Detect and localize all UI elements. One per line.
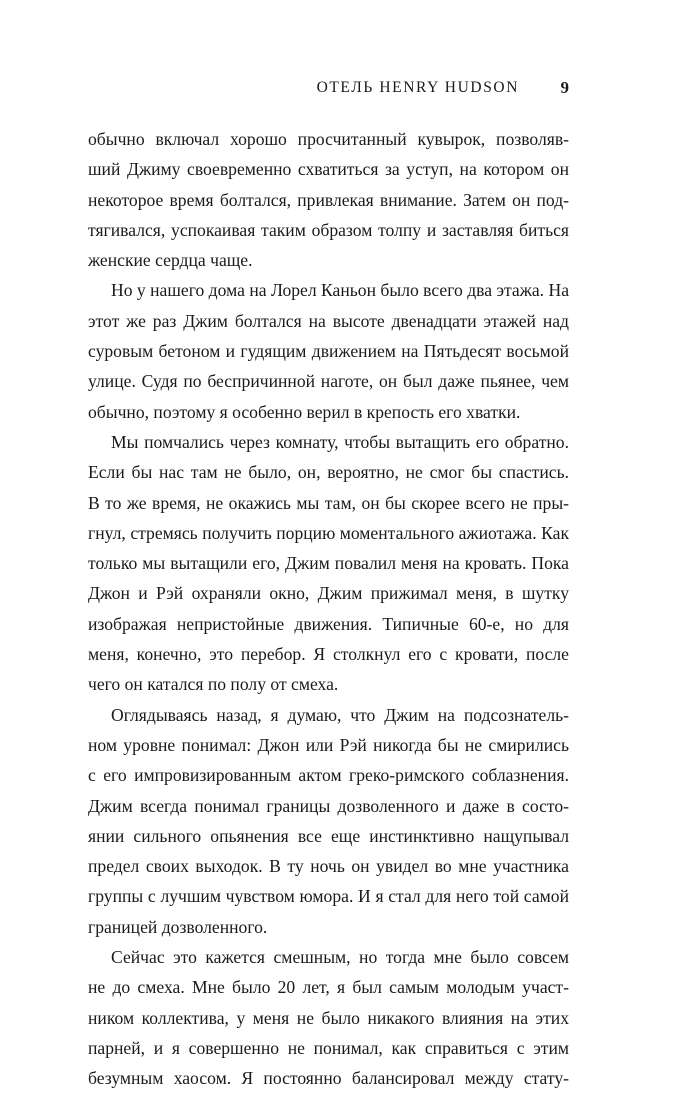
- body-text: [88, 124, 569, 1094]
- text-line: Но у нашего дома на Лорел Каньон было всего два этажа. На: [111, 280, 569, 301]
- text-line: янии сильного опьянения все еще инстинктивно нащупывал: [88, 825, 569, 846]
- text-line: парней, и я совершенно не понимал, как справиться с этим: [88, 1037, 569, 1058]
- text-line: этот же раз Джим болтался на высоте двенадцати этажей над: [88, 310, 569, 331]
- text-line: изображая непристойные движения. Типичные 60-е, но для: [88, 613, 569, 634]
- text-line: границей дозволенного.: [88, 916, 268, 937]
- text-line: некоторое время болтался, привлекая внимание. Затем он под-: [88, 189, 569, 210]
- running-title: ОТЕЛЬ HENRY HUDSON: [316, 79, 519, 96]
- text-line: обычно включал хорошо просчитанный кувырок, позволяв-: [88, 129, 569, 149]
- text-line: В то же время, не окажись мы там, он бы скорее всего не пры-: [88, 492, 569, 513]
- text-line: улице. Судя по беспричинной наготе, он был даже пьянее, чем: [88, 371, 569, 392]
- text-line: обычно, поэтому я особенно верил в крепость его хватки.: [88, 401, 521, 422]
- paragraph: [88, 700, 569, 942]
- text-line: группы с лучшим чувством юмора. И я стал для него той самой: [88, 886, 569, 907]
- paragraph: [88, 275, 569, 426]
- text-line: только мы вытащили его, Джим повалил меня на кровать. Пока: [88, 553, 569, 574]
- text-line: предел своих выходок. В ту ночь он увидел во мне участника: [88, 856, 569, 877]
- page-number: 9: [560, 78, 569, 97]
- paragraph: [88, 427, 569, 700]
- text-line: чего он катался по полу от смеха.: [88, 674, 339, 695]
- text-line: суровым бетоном и гудящим движением на Пятьдесят восьмой: [88, 341, 569, 362]
- text-line: Джим всегда понимал границы дозволенного и даже в состо-: [88, 795, 569, 816]
- text-line: Оглядываясь назад, я думаю, что Джим на подсознатель-: [111, 704, 569, 725]
- text-line: ном уровне понимал: Джон или Рэй никогда бы не смирились: [88, 734, 569, 755]
- text-line: женские сердца чаще.: [88, 250, 253, 271]
- running-head: [88, 76, 569, 100]
- text-line: Если бы нас там не было, он, вероятно, не смог бы спастись.: [88, 462, 569, 483]
- paragraph: [88, 942, 569, 1093]
- text-line: Сейчас это кажется смешным, но тогда мне было совсем: [111, 947, 569, 968]
- text-line: Джон и Рэй охраняли окно, Джим прижимал меня, в шутку: [88, 583, 569, 604]
- text-line: не до смеха. Мне было 20 лет, я был самым молодым участ-: [88, 977, 569, 998]
- text-line: гнул, стремясь получить порцию моментального ажиотажа. Как: [88, 522, 569, 543]
- text-line: ший Джиму своевременно схватиться за уступ, на котором он: [88, 159, 569, 180]
- text-line: Мы помчались через комнату, чтобы вытащить его обратно.: [111, 431, 569, 452]
- text-line: с его импровизированным актом греко-римского соблазнения.: [88, 765, 569, 786]
- text-line: тягивался, успокаивая таким образом толпу и заставляя биться: [88, 219, 569, 240]
- text-line: ником коллектива, у меня не было никакого влияния на этих: [88, 1007, 569, 1028]
- text-line: безумным хаосом. Я постоянно балансировал между стату-: [88, 1068, 569, 1089]
- paragraph: [88, 124, 569, 275]
- text-line: меня, конечно, это перебор. Я столкнул его с кровати, после: [88, 644, 569, 665]
